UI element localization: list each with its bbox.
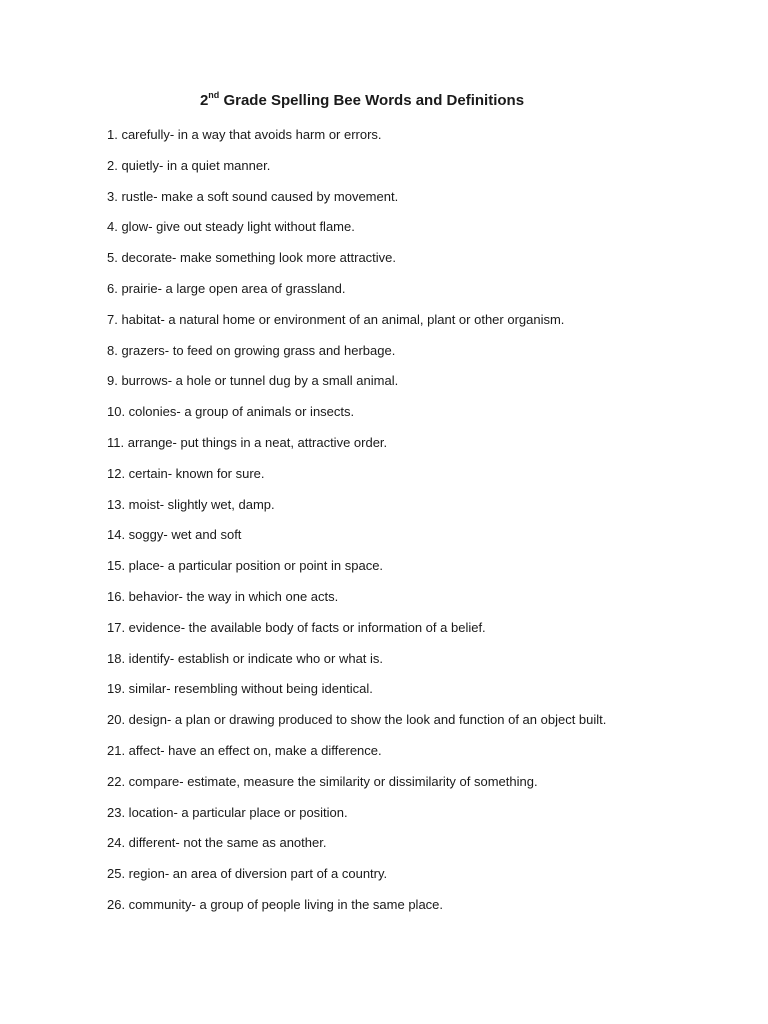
list-item: 24. different- not the same as another.	[107, 835, 327, 851]
title-prefix: 2	[199, 92, 209, 109]
list-item: 10. colonies- a group of animals or insects.	[107, 404, 355, 420]
list-item: 8. grazers- to feed on growing grass and herbage.	[107, 342, 396, 358]
list-item: 7. habitat- a natural home or environment of an animal, plant or other organism.	[107, 311, 565, 327]
list-item: 18. identify- establish or indicate who or what is.	[107, 650, 384, 666]
spelling-word-list	[107, 126, 606, 927]
list-item: 9. burrows- a hole or tunnel dug by a small animal.	[107, 373, 399, 389]
list-item: 20. design- a plan or drawing produced to show the look and function of an object built.	[107, 712, 607, 728]
list-item: 23. location- a particular place or position.	[107, 804, 348, 820]
list-item: 2. quietly- in a quiet manner.	[107, 157, 271, 173]
list-item: 14. soggy- wet and soft	[107, 527, 242, 543]
list-item: 15. place- a particular position or point in space.	[107, 558, 384, 574]
list-item: 17. evidence- the available body of facts or information of a belief.	[107, 619, 486, 635]
list-item: 12. certain- known for sure.	[107, 465, 265, 481]
list-item: 22. compare- estimate, measure the similarity or dissimilarity of something.	[107, 773, 538, 789]
list-item: 19. similar- resembling without being identical.	[107, 681, 373, 697]
list-item: 4. glow- give out steady light without flame.	[107, 219, 355, 235]
list-item: 5. decorate- make something look more attractive.	[107, 250, 397, 266]
list-item: 26. community- a group of people living in the same place.	[107, 896, 444, 912]
list-item: 21. affect- have an effect on, make a difference.	[107, 742, 382, 758]
title-superscript: nd	[208, 90, 220, 100]
list-item: 13. moist- slightly wet, damp.	[107, 496, 275, 512]
list-item: 25. region- an area of diversion part of a country.	[107, 866, 388, 882]
list-item: 1. carefully- in a way that avoids harm or errors.	[107, 127, 382, 142]
list-item: 16. behavior- the way in which one acts.	[107, 588, 339, 604]
page-title	[0, 92, 724, 109]
list-item: 6. prairie- a large open area of grassland.	[107, 280, 346, 296]
list-item: 11. arrange- put things in a neat, attractive order.	[107, 434, 388, 450]
list-item: 3. rustle- make a soft sound caused by movement.	[107, 188, 399, 204]
title-rest: Grade Spelling Bee Words and Definitions	[219, 92, 525, 109]
